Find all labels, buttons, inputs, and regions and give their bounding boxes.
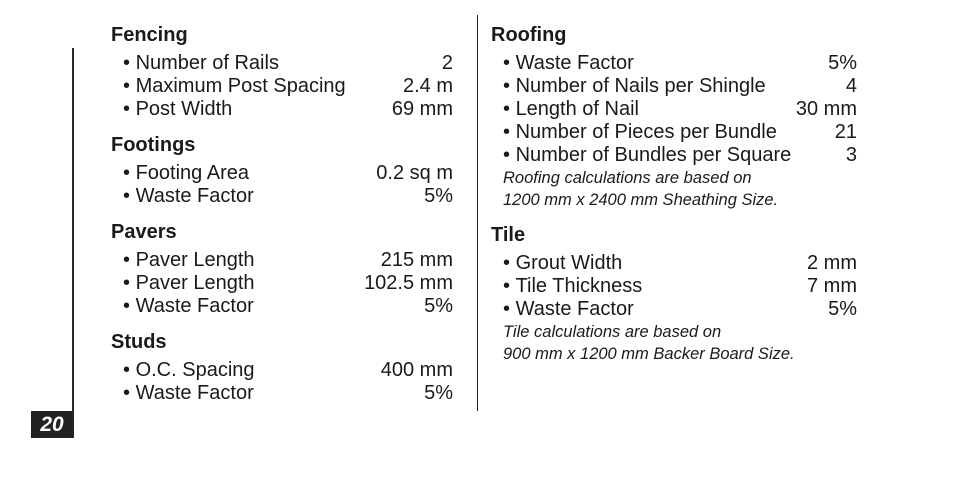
- spec-row: [491, 52, 857, 75]
- spec-value: 5%: [424, 185, 453, 207]
- spec-value: 21: [834, 121, 857, 143]
- spec-row: [111, 295, 453, 318]
- spec-label: • Post Width: [123, 98, 232, 121]
- spec-value: 30 mm: [795, 98, 857, 120]
- calculation-note: Tile calculations are based on: [503, 323, 722, 341]
- left-margin-rule: [72, 48, 74, 438]
- spec-value: 5%: [424, 382, 453, 404]
- spec-row: [111, 272, 453, 295]
- spec-value: 2 mm: [807, 252, 857, 274]
- left-column: [111, 22, 453, 416]
- spec-row: [111, 249, 453, 272]
- spec-label: • Grout Width: [503, 252, 622, 275]
- spec-label: • Tile Thickness: [503, 275, 642, 298]
- spec-row: [111, 52, 453, 75]
- section-fencing: [111, 22, 453, 121]
- spec-value: 2: [441, 52, 453, 74]
- spec-label: • Waste Factor: [123, 185, 254, 208]
- spec-row: [491, 121, 857, 144]
- spec-value: 2.4 m: [402, 75, 453, 97]
- page-number-badge: 20: [31, 411, 73, 438]
- spec-row: [111, 359, 453, 382]
- section-title: Tile: [491, 224, 526, 246]
- spec-value: 5%: [828, 298, 857, 320]
- spec-row: [491, 144, 857, 167]
- spec-value: 215 mm: [380, 249, 453, 271]
- spec-label: • Waste Factor: [123, 295, 254, 318]
- section-title: Roofing: [491, 24, 567, 46]
- spec-label: • Number of Bundles per Square: [503, 144, 791, 167]
- spec-label: • O.C. Spacing: [123, 359, 255, 382]
- spec-value: 5%: [424, 295, 453, 317]
- spec-row: [491, 75, 857, 98]
- spec-row: [111, 162, 453, 185]
- spec-label: • Paver Length: [123, 272, 255, 295]
- spec-label: • Length of Nail: [503, 98, 639, 121]
- spec-label: • Waste Factor: [503, 52, 634, 75]
- spec-label: • Waste Factor: [503, 298, 634, 321]
- calculation-note: 900 mm x 1200 mm Backer Board Size.: [503, 345, 795, 363]
- spec-row: [491, 275, 857, 298]
- section-title: Footings: [111, 134, 196, 156]
- section-title: Studs: [111, 331, 167, 353]
- section-pavers: [111, 219, 453, 318]
- spec-value: 4: [845, 75, 857, 97]
- section-studs: [111, 329, 453, 405]
- calculation-note: 1200 mm x 2400 mm Sheathing Size.: [503, 191, 779, 209]
- spec-row: [111, 185, 453, 208]
- spec-label: • Number of Rails: [123, 52, 279, 75]
- spec-label: • Number of Nails per Shingle: [503, 75, 766, 98]
- spec-value: 400 mm: [380, 359, 453, 381]
- spec-value: 3: [845, 144, 857, 166]
- spec-value: 5%: [828, 52, 857, 74]
- section-tile: [491, 222, 857, 365]
- spec-value: 0.2 sq m: [376, 162, 453, 184]
- right-column: [491, 22, 857, 376]
- section-title: Pavers: [111, 221, 177, 243]
- spec-value: 102.5 mm: [364, 272, 453, 294]
- spec-row: [111, 382, 453, 405]
- spec-value: 7 mm: [807, 275, 857, 297]
- column-divider: [477, 15, 478, 411]
- spec-value: 69 mm: [391, 98, 453, 120]
- spec-label: • Paver Length: [123, 249, 255, 272]
- spec-row: [111, 75, 453, 98]
- spec-label: • Waste Factor: [123, 382, 254, 405]
- spec-row: [111, 98, 453, 121]
- spec-label: • Maximum Post Spacing: [123, 75, 346, 98]
- section-title: Fencing: [111, 24, 188, 46]
- spec-label: • Footing Area: [123, 162, 249, 185]
- calculation-note: Roofing calculations are based on: [503, 169, 752, 187]
- spec-label: • Number of Pieces per Bundle: [503, 121, 777, 144]
- section-roofing: [491, 22, 857, 211]
- spec-row: [491, 298, 857, 321]
- spec-row: [491, 252, 857, 275]
- spec-row: [491, 98, 857, 121]
- section-footings: [111, 132, 453, 208]
